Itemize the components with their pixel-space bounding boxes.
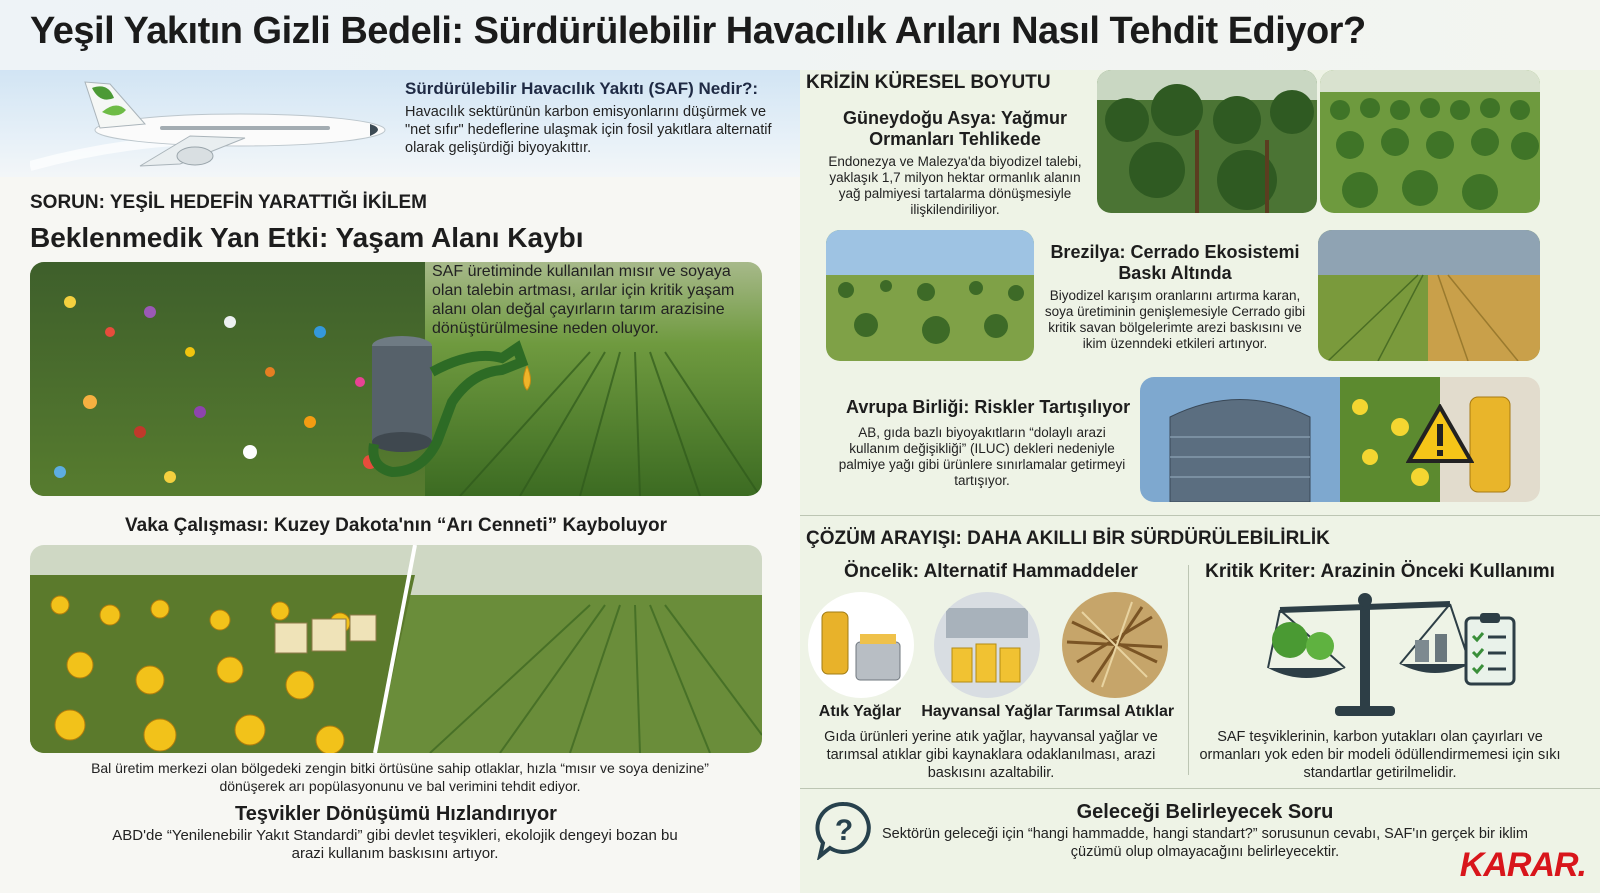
problem-kicker: SORUN: YEŞİL HEDEFİN YARATTIĞI İKİLEM: [30, 192, 427, 213]
saf-definition: [405, 79, 785, 157]
saf-heading: Sürdürülebilir Havacılık Yakıtı (SAF) Nedir?:: [405, 79, 758, 98]
case-body: Bal üretim merkezi olan bölgedeki zengin bitki örtüsüne sahip otlaklar, hızla “mısır ve soya denizine” dönüşerek arı popülasyonunu ve bal verimini tehdit ediyor.: [91, 760, 709, 794]
asia-body: Endonezya ve Malezya'da biyodizel talebi, yaklaşık 1,7 milyon hektar ormanlık alanın yağ palmiyesi tartalarma dönüşmesiyle ilişkilendiriliyor.: [828, 154, 1082, 217]
title-bar: [0, 0, 1600, 70]
warning-icon: [1406, 404, 1474, 464]
vertical-divider: [1188, 565, 1189, 775]
waste-oil-icon: [808, 592, 914, 698]
solution-kicker: ÇÖZÜM ARAYIŞI: DAHA AKILLI BİR SÜRDÜRÜLEBİLİRLİK: [806, 528, 1330, 549]
rainforest-image: [1097, 70, 1317, 213]
fuel-nozzle-icon: [362, 332, 542, 492]
palm-plantation-image: [1320, 70, 1540, 213]
criteria-heading: Kritik Kriter: Arazinin Önceki Kullanımı: [1205, 561, 1555, 582]
question-heading: Geleceği Belirleyecek Soru: [1076, 801, 1334, 823]
global-kicker: KRİZİN KÜRESEL BOYUTU: [806, 72, 1051, 93]
balance-scale-icon: [1250, 588, 1480, 720]
section-divider: [800, 515, 1600, 516]
item-label-waste-oil: Atık Yağlar: [818, 703, 902, 720]
criteria-body: SAF teşviklerinin, karbon yutakları olan çayırları ve ormanları yok eden bir modeli ödüllendirmemesi için sıkı standartlar getirilmelidir.: [1199, 729, 1561, 781]
checklist-icon: [1464, 612, 1516, 686]
eu-body: AB, gıda bazlı biyoyakıtların “dolaylı arazi kullanım değişikliği” (ILUC) dekleri nedeniyle palmiye yağı gibi ürünlere sınırlamalar getirmeyi tartışıyor.: [838, 425, 1126, 488]
soy-field-image: [1318, 230, 1540, 361]
animal-fat-icon: [934, 592, 1040, 698]
case-heading: Vaka Çalışması: Kuzey Dakota'nın “Arı Cenneti” Kayboluyor: [125, 515, 667, 536]
eu-heading: Avrupa Birliği: Riskler Tartışılıyor: [846, 397, 1131, 417]
priority-heading: Öncelik: Alternatif Hammaddeler: [844, 561, 1138, 582]
item-label-animal-fat: Hayvansal Yağlar: [921, 703, 1053, 720]
agricultural-waste-icon: [1062, 592, 1168, 698]
item-label-agri-waste: Tarımsal Atıklar: [1055, 703, 1175, 720]
cerrado-savanna-image: [826, 230, 1034, 361]
saf-body: Havacılık sektürünün karbon emisyonlarını düşürmek ve "net sıfır" hedeflerine ulaşmak için fosil yakıtlara alternatif olarak gelişürdiği biyoyakıttır.: [405, 104, 772, 156]
bottom-divider: [800, 788, 1600, 789]
priority-body: Gıda ürünleri yerine atık yağlar, hayvansal yağlar ve tarımsal atıklar gibi kaynaklara odaklanılması, arazi baskısını azaltabilir.: [824, 729, 1158, 781]
svg-text:?: ?: [834, 814, 854, 847]
brazil-heading: Brezilya: Cerrado Ekosistemi Baskı Altında: [1050, 242, 1300, 283]
brazil-body: Biyodizel karışım oranlarını artırma karan, soya üretiminin genişlemesiyle Cerrado gibi kritik savan bölgelerimte arezi baskısını ve ikim üzenndeki etkileri artınyor.: [1044, 288, 1306, 351]
question-body: Sektörün geleceği için “hangi hammadde, hangi standart?” sorusunun cevabı, SAF'ın gerçek bir iklim çüzümü olup olmayacağını belirleyecektir.: [882, 826, 1528, 860]
problem-body: SAF üretiminde kullanılan mısır ve soyaya olan talebin artması, arılar için kritik yaşam alanı olan değal çayırların tarım arazisine dönüştürülmesine neden oluyor.: [432, 263, 735, 337]
airplane-illustration: [30, 74, 390, 174]
incentives-heading: Teşvikler Dönüşümü Hızlandırıyor: [235, 803, 557, 825]
asia-heading: Güneydoğu Asya: Yağmur Ormanları Tehlikede: [842, 108, 1068, 149]
problem-heading: Beklenmedik Yan Etki: Yaşam Alanı Kaybı: [30, 222, 584, 253]
question-bubble-icon: [814, 800, 874, 860]
incentives-body: ABD'de “Yenilenebilir Yakıt Standardi” gibi devlet teşvikleri, ekolojik dengeyi bozan bu arazi kullanım baskısını artıyor.: [112, 827, 678, 862]
page-title: Yeşil Yakıtın Gizli Bedeli: Sürdürülebilir Havacılık Arıları Nasıl Tehdit Ediyor?: [30, 10, 1366, 52]
eu-parliament-rapeseed-image: [1140, 377, 1540, 502]
karar-logo: KARAR.: [1459, 846, 1586, 884]
sunflower-vs-corn-image: [30, 545, 762, 753]
